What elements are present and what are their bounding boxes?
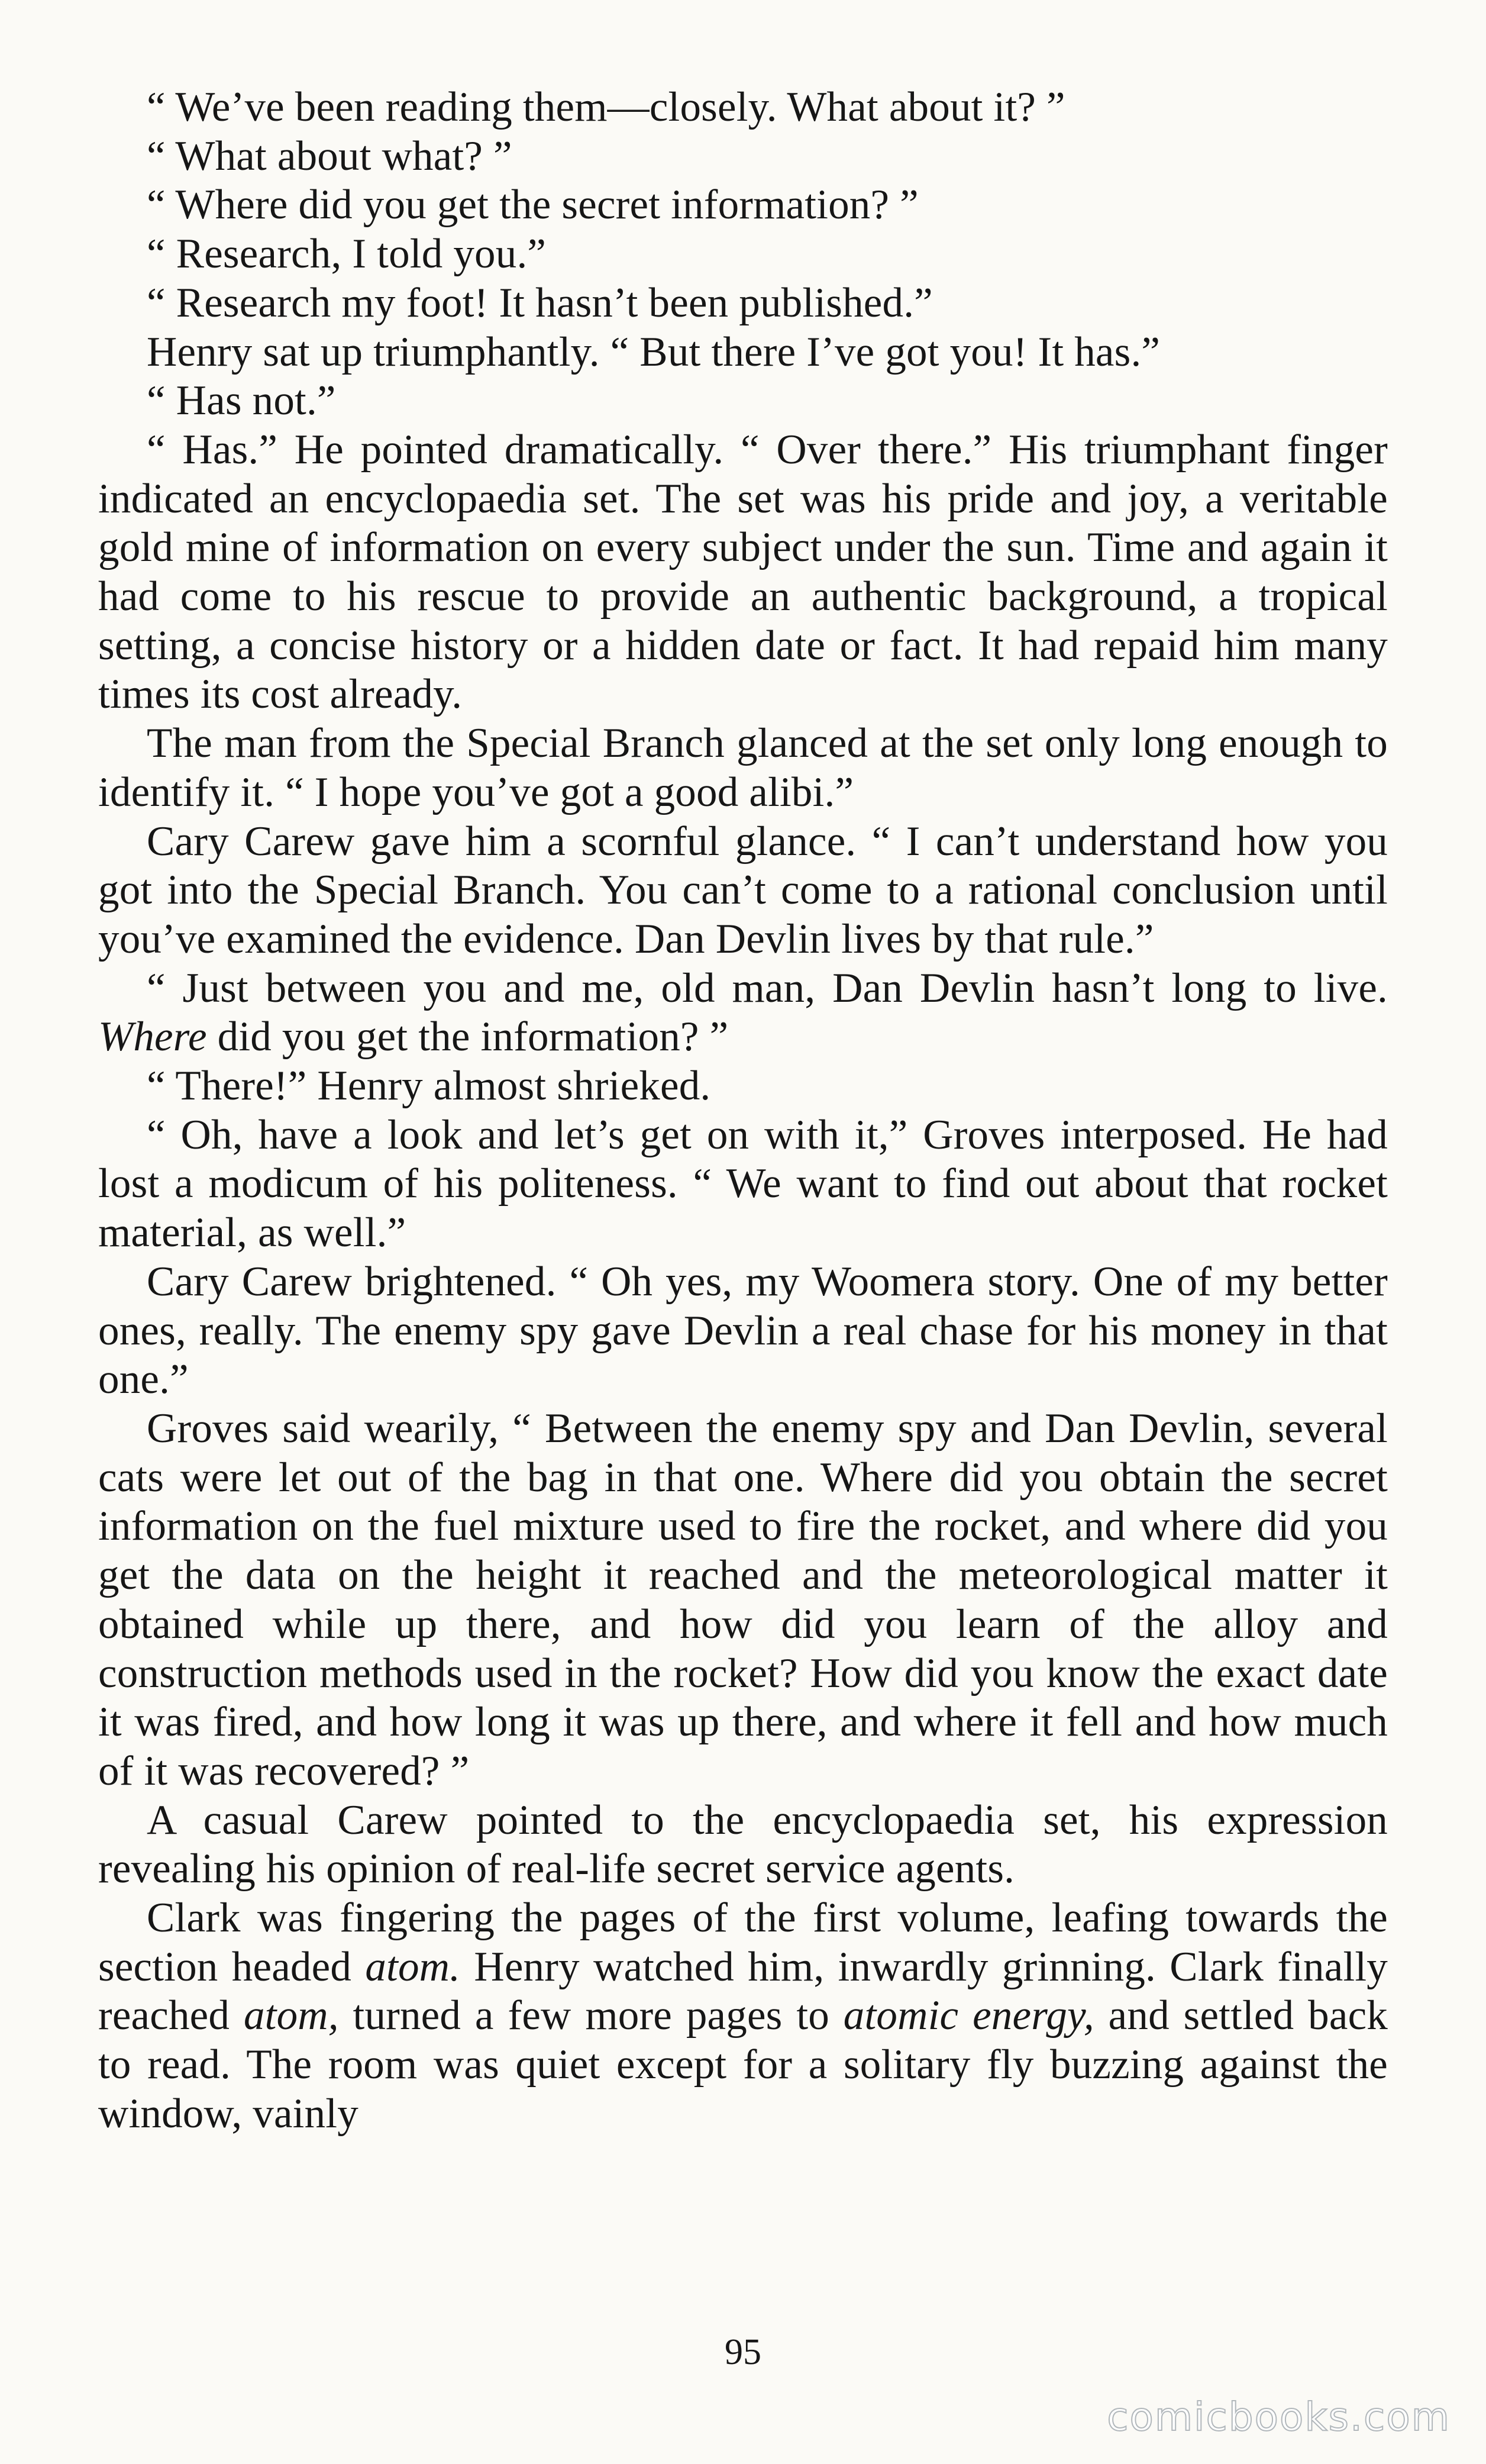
paragraph: Cary Carew brightened. “ Oh yes, my Woomera story. One of my better ones, really. The enemy spy gave Devlin a real chase for his money in that one.” [98, 1258, 1388, 1403]
book-page-text [98, 83, 1388, 2139]
dialogue-line: “ What about what? ” [147, 133, 512, 179]
paragraph: The man from the Special Branch glanced at the set only long enough to identify it. “ I hope you’ve got a good alibi.” [98, 720, 1388, 815]
dialogue-line: “ Research, I told you.” [147, 231, 547, 278]
page-number: 95 [725, 2332, 761, 2372]
dialogue-line: “ We’ve been reading them—closely. What about it? ” [147, 84, 1065, 130]
dialogue-line: “ Where did you get the secret information? ” [147, 182, 919, 228]
paragraph: A casual Carew pointed to the encyclopaedia set, his expression revealing his opinion of real-life secret service agents. [98, 1797, 1388, 1892]
paragraph: “ Oh, have a look and let’s get on with it,” Groves interposed. He had lost a modicum of his politeness. “ We want to find out about that rocket material, as well.” [98, 1111, 1388, 1256]
paragraph: Groves said wearily, “ Between the enemy spy and Dan Devlin, several cats were let out of the bag in that one. Where did you obtain the secret information on the fuel mixture used to fire the rocket, and where did you get the data on the height it reached and the meteorological matter it obtained while up there, and how did you learn of the alloy and construction methods used in the rocket? How did you know the exact date it was fired, and how long it was up there, and where it fell and how much of it was recovered? ” [98, 1405, 1388, 1794]
dialogue-line: “ Has not.” [147, 378, 336, 424]
italic-text: Where [98, 1014, 207, 1060]
paragraph: Henry sat up triumphantly. “ But there I’ve got you! It has.” [147, 328, 1161, 375]
paragraph [98, 964, 1388, 1062]
watermark-logo: comicbooks.com [1107, 2394, 1451, 2440]
paragraph: “ Has.” He pointed dramatically. “ Over there.” His triumphant finger indicated an encyclopaedia set. The set was his pride and joy, a veritable gold mine of information on every subject under the sun. Time and again it had come to his rescue to provide an authentic background, a tropical setting, a concise history or a hidden date or fact. It had repaid him many times its cost already. [98, 426, 1388, 718]
dialogue-line: “ Research my foot! It hasn’t been published.” [147, 279, 933, 326]
italic-text: atomic energy, [843, 1992, 1094, 2039]
paragraph: Cary Carew gave him a scornful glance. “ I can’t understand how you got into the Special Branch. You can’t come to a rational conclusion until you’ve examined the evidence. Dan Devlin lives by that rule.” [98, 818, 1388, 962]
dialogue-line: “ There!” Henry almost shrieked. [147, 1063, 711, 1110]
text-run: Clark was fingering the pages of the first volume, leafing towards the section headed [98, 1895, 1388, 1990]
paragraph [98, 1894, 1388, 2139]
text-run: did you get the information? ” [206, 1014, 729, 1060]
text-run: turned a few more pages to [338, 1992, 844, 2039]
italic-text: atom. [365, 1943, 461, 1990]
italic-text: atom, [243, 1992, 339, 2039]
text-run: “ Just between you and me, old man, Dan Devlin hasn’t long to live. [147, 965, 1388, 1011]
text-run: and settled back to read. The room was quiet except for a solitary fly buzzing against the window, vainly [98, 1992, 1388, 2137]
text-run: Henry watched him, inwardly grinning. Clark finally reached [98, 1943, 1388, 2039]
